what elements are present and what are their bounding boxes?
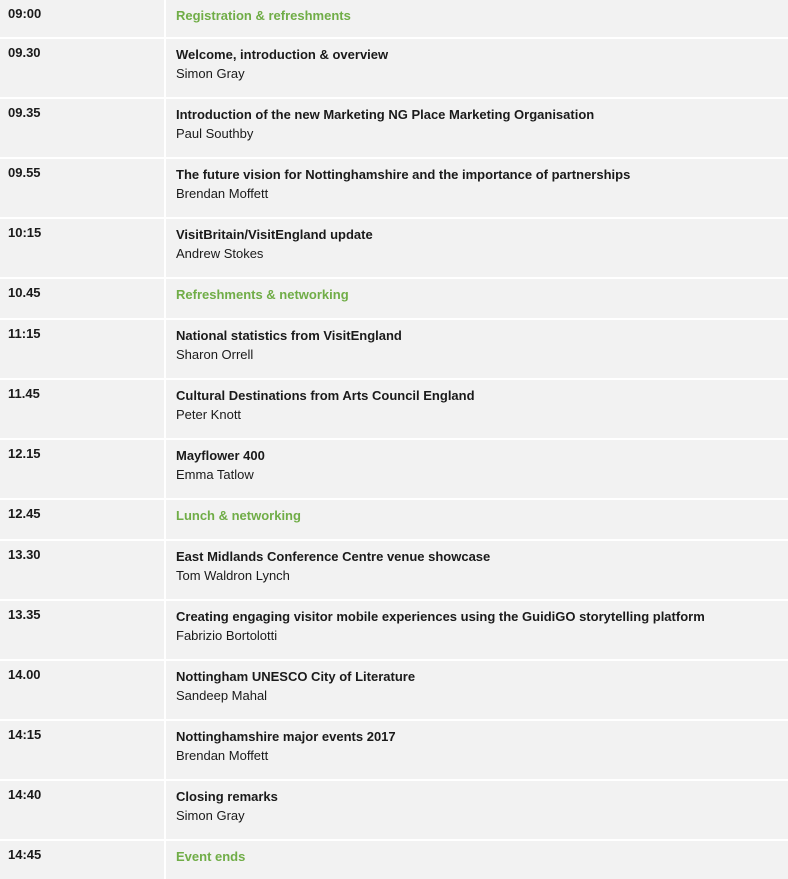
agenda-row bbox=[0, 541, 788, 601]
detail-cell bbox=[166, 39, 788, 97]
speaker-name: Emma Tatlow bbox=[176, 467, 254, 482]
break-title: Event ends bbox=[176, 849, 246, 864]
detail-cell bbox=[166, 721, 788, 779]
session-title: Nottingham UNESCO City of Literature bbox=[176, 669, 416, 684]
session-title: VisitBritain/VisitEngland update bbox=[176, 227, 373, 242]
detail-cell bbox=[166, 0, 788, 37]
agenda-row bbox=[0, 99, 788, 159]
time-cell: 11.45 bbox=[0, 380, 166, 438]
time-cell: 12.45 bbox=[0, 500, 166, 539]
speaker-name: Brendan Moffett bbox=[176, 748, 269, 763]
detail-cell bbox=[166, 219, 788, 277]
agenda-row bbox=[0, 500, 788, 541]
speaker-name: Simon Gray bbox=[176, 808, 245, 823]
agenda-row bbox=[0, 219, 788, 279]
speaker-name: Paul Southby bbox=[176, 126, 254, 141]
speaker-name: Brendan Moffett bbox=[176, 186, 269, 201]
time-cell: 11:15 bbox=[0, 320, 166, 378]
speaker-name: Simon Gray bbox=[176, 66, 245, 81]
time-cell: 09.35 bbox=[0, 99, 166, 157]
session-title: National statistics from VisitEngland bbox=[176, 328, 402, 343]
agenda-row bbox=[0, 0, 788, 39]
agenda-row bbox=[0, 781, 788, 841]
time-cell: 10:15 bbox=[0, 219, 166, 277]
agenda-row bbox=[0, 380, 788, 440]
session-title: Introduction of the new Marketing NG Place Marketing Organisation bbox=[176, 107, 595, 122]
detail-cell bbox=[166, 661, 788, 719]
time-cell: 14.00 bbox=[0, 661, 166, 719]
detail-cell bbox=[166, 380, 788, 438]
time-cell: 09.30 bbox=[0, 39, 166, 97]
detail-cell bbox=[166, 440, 788, 498]
break-title: Registration & refreshments bbox=[176, 8, 351, 23]
agenda-row bbox=[0, 661, 788, 721]
agenda-row bbox=[0, 440, 788, 500]
time-cell: 14:15 bbox=[0, 721, 166, 779]
speaker-name: Andrew Stokes bbox=[176, 246, 264, 261]
time-cell: 13.35 bbox=[0, 601, 166, 659]
detail-cell bbox=[166, 841, 788, 879]
detail-cell bbox=[166, 500, 788, 539]
speaker-name: Fabrizio Bortolotti bbox=[176, 628, 278, 643]
break-title: Lunch & networking bbox=[176, 508, 301, 523]
session-title: The future vision for Nottinghamshire and the importance of partnerships bbox=[176, 167, 631, 182]
detail-cell bbox=[166, 781, 788, 839]
time-cell: 13.30 bbox=[0, 541, 166, 599]
session-title: Cultural Destinations from Arts Council England bbox=[176, 388, 475, 403]
agenda-row bbox=[0, 320, 788, 380]
session-title: Closing remarks bbox=[176, 789, 278, 804]
agenda-row bbox=[0, 279, 788, 320]
agenda-row bbox=[0, 721, 788, 781]
detail-cell bbox=[166, 279, 788, 318]
speaker-name: Peter Knott bbox=[176, 407, 242, 422]
session-title: Mayflower 400 bbox=[176, 448, 265, 463]
detail-cell bbox=[166, 159, 788, 217]
speaker-name: Tom Waldron Lynch bbox=[176, 568, 290, 583]
session-title: Welcome, introduction & overview bbox=[176, 47, 389, 62]
session-title: Creating engaging visitor mobile experiences using the GuidiGO storytelling platform bbox=[176, 609, 705, 624]
agenda-row bbox=[0, 601, 788, 661]
time-cell: 09.55 bbox=[0, 159, 166, 217]
agenda-row bbox=[0, 159, 788, 219]
detail-cell bbox=[166, 99, 788, 157]
agenda-row bbox=[0, 841, 788, 879]
agenda-row bbox=[0, 39, 788, 99]
time-cell: 14:40 bbox=[0, 781, 166, 839]
detail-cell bbox=[166, 601, 788, 659]
detail-cell bbox=[166, 320, 788, 378]
time-cell: 09:00 bbox=[0, 0, 166, 37]
session-title: Nottinghamshire major events 2017 bbox=[176, 729, 396, 744]
session-title: East Midlands Conference Centre venue showcase bbox=[176, 549, 491, 564]
break-title: Refreshments & networking bbox=[176, 287, 349, 302]
speaker-name: Sharon Orrell bbox=[176, 347, 254, 362]
time-cell: 10.45 bbox=[0, 279, 166, 318]
detail-cell bbox=[166, 541, 788, 599]
time-cell: 12.15 bbox=[0, 440, 166, 498]
speaker-name: Sandeep Mahal bbox=[176, 688, 268, 703]
time-cell: 14:45 bbox=[0, 841, 166, 879]
